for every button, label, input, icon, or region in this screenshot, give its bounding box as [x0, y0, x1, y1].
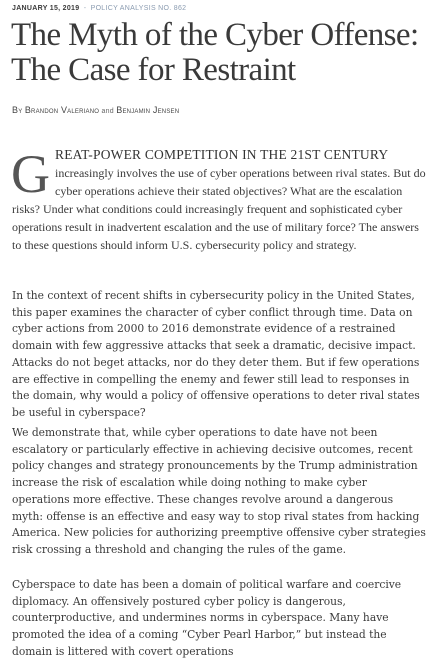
body-paragraph: Cyberspace to date has been a domain of political warfare and coercive diplomacy. An offensively postured cyber policy is dangerous, counterproductive, and undermines norms in cyberspace. Many have promoted the idea of a coming “Cyber Pearl Harbor,” but instead the domain is littered with covert operations	[12, 578, 402, 658]
title-line-2: The Case for Restraint	[11, 52, 296, 88]
lead-text: increasingly involves the use of cyber operations between rival states. But do cyber operations achieve their stated objectives? What are the escalation risks? Under what conditions could increasingly frequent and sophisticated cyber operations result in inadvertent escalation and the use of military force? The answers to these questions should inform U.S. cybersecurity policy and strategy.	[12, 166, 426, 252]
byline-by: By	[12, 105, 23, 115]
drop-cap: G	[11, 144, 50, 204]
byline-and: and	[101, 108, 114, 115]
paper-title	[11, 18, 419, 88]
body-paragraph: We demonstrate that, while cyber operations to date have not been escalatory or particularly effective in achieving decisive outcomes, recent policy changes and strategy pronouncements by the Trump administration increase the risk of escalation while doing nothing to make cyber operations more effective. These changes revolve around a dangerous myth: offense is an effective and easy way to stop rival states from hacking America. New policies for authorizing preemptive offensive cyber strategies risk crossing a threshold and changing the rules of the game.	[12, 426, 426, 556]
lead-paragraph	[12, 146, 427, 254]
meta-separator: -	[83, 5, 87, 12]
byline	[12, 105, 179, 115]
series-label: POLICY ANALYSIS NO. 862	[90, 5, 187, 12]
lead-in: REAT-POWER COMPETITION IN THE 21ST CENTURY	[55, 147, 389, 162]
body-paragraph: In the context of recent shifts in cybersecurity policy in the United States, this paper examines the character of cyber conflict through time. Data on cyber actions from 2000 to 2016 demonstrate evidence of a restrained domain with few aggressive attacks that seek a dramatic, decisive impact. Attacks do not beget attacks, nor do they deter them. But if few operations are effective in compelling the enemy and fewer still lead to responses in the domain, why would a policy of offensive operations to deter rival states be useful in cyberspace?	[12, 289, 420, 419]
publication-meta	[12, 5, 186, 12]
author-2: Benjamin Jensen	[116, 105, 180, 115]
publication-date: JANUARY 15, 2019	[12, 5, 80, 12]
author-1: Brandon Valeriano	[24, 105, 100, 115]
title-line-1: The Myth of the Cyber Offense:	[11, 17, 419, 53]
